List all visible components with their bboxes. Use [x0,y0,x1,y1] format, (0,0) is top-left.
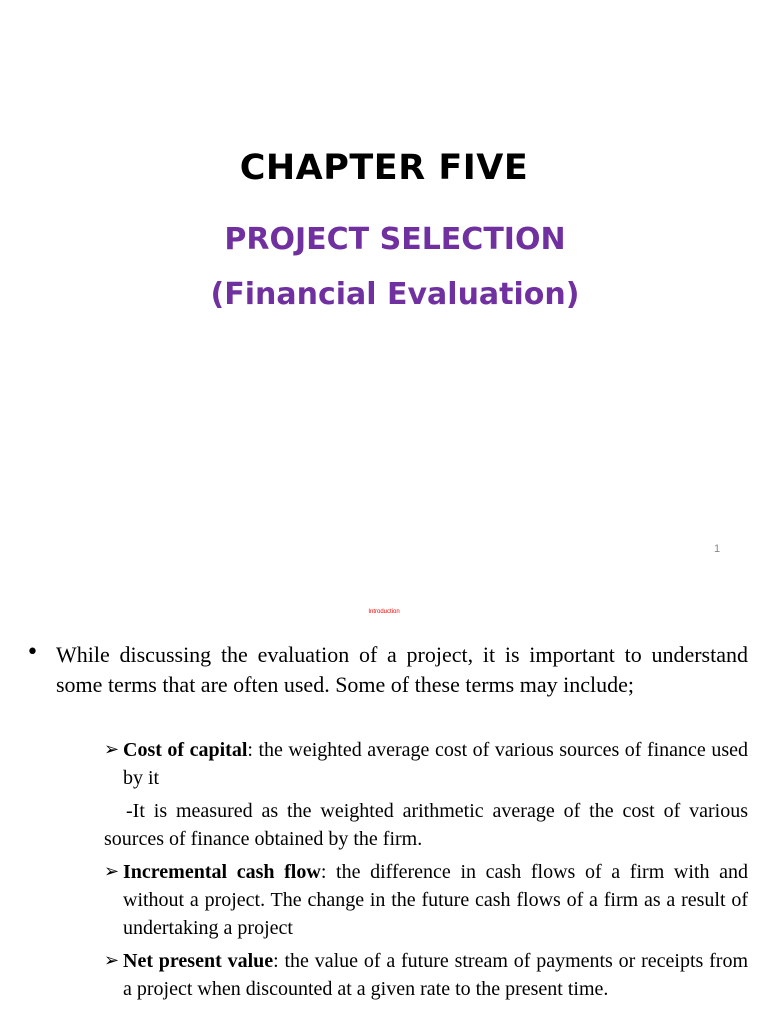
intro-text: While discussing the evaluation of a project, it is important to understand some terms that are often used. Some of these terms may include; [56,642,748,697]
term-name: Cost of capital [123,739,248,761]
introduction-slide [0,600,768,1024]
term-definition: : the weighted average cost of various sources of finance used by it [123,739,748,789]
slide-number: 1 [714,543,721,555]
measure-note: -It is measured as the weighted arithmetic average of the cost of various sources of finance obtained by the firm. [104,800,748,850]
arrow-bullet-icon: ➢ [104,861,120,882]
chapter-title: CHAPTER FIVE [239,148,529,188]
term-item-net-present-value [104,947,748,1003]
term-item-cost-of-capital [104,736,748,792]
subtitle-line-2: (Financial Evaluation) [210,277,580,312]
intro-bullet [26,640,748,700]
bullet-icon: • [26,640,39,665]
term-definition: : the difference in cash flows of a firm with and without a project. The change in the future cash flows of a firm as a result of undertaking a project [123,861,748,939]
term-item-incremental-cash-flow [104,858,748,942]
subtitle-line-1: PROJECT SELECTION [224,222,566,257]
term-name: Net present value [123,950,274,972]
arrow-bullet-icon: ➢ [104,739,120,760]
arrow-bullet-icon: ➢ [104,950,120,971]
slide-header-label: Introduction [368,609,400,615]
term-definition: : the value of a future stream of payments or receipts from a project when discounted at a given rate to the present time. [123,950,748,1000]
term-name: Incremental cash flow [123,861,321,883]
